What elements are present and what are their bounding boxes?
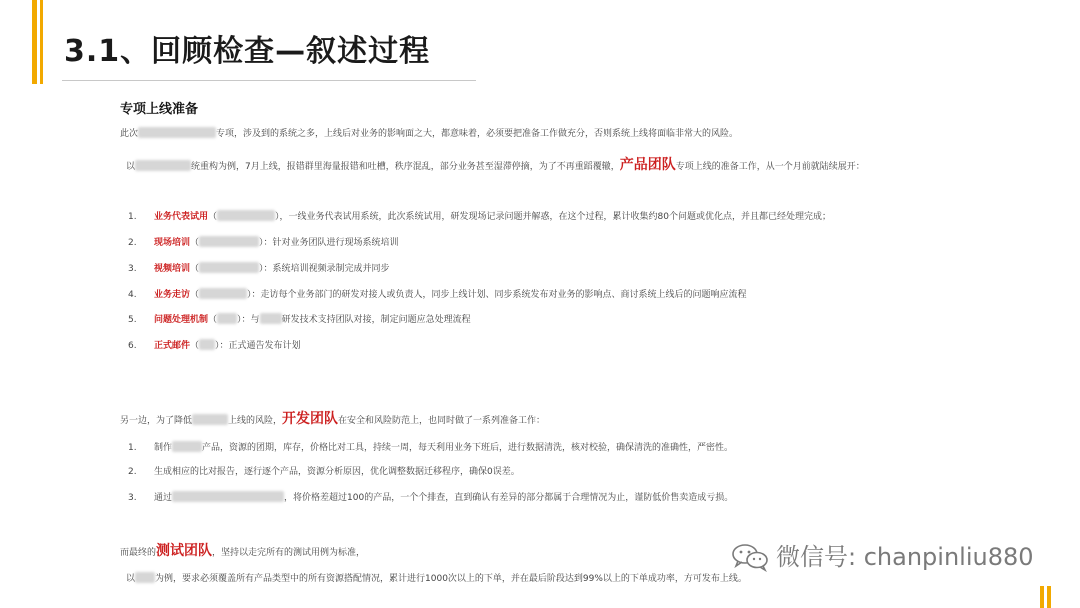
redacted-block (172, 491, 284, 502)
list-number: 1. (128, 212, 137, 222)
para-text: 统重构为例，7月上线，报错群里海量报错和吐槽，秩序混乱，部分业务甚至湿滞停摘，为了不再重蹈覆辙， (191, 162, 620, 172)
list-item (128, 210, 831, 223)
redacted-block (260, 313, 282, 324)
list-item (128, 313, 471, 326)
redacted-block (217, 313, 237, 324)
list-text: 生成相应的比对报告，逐行逐个产品，资源分析原因，优化调整数据迁移程序，确保0误差。 (154, 467, 520, 477)
list-text: ：走访每个业务部门的研发对接人或负责人，同步上线计划、同步系统发布对业务的影响点、商讨系统上线后的问题响应流程 (251, 290, 747, 300)
redacted-block (192, 414, 228, 425)
list-label: 业务代表试用 (154, 212, 209, 222)
list-number: 3. (128, 264, 137, 274)
paragraph-dev-team (120, 411, 545, 429)
wechat-watermark (730, 540, 1034, 574)
paren: （ (208, 315, 218, 325)
paragraph-intro (120, 127, 738, 140)
list-label: 正式邮件 (154, 341, 191, 351)
title-divider (62, 80, 476, 81)
list-label: 视频培训 (154, 264, 191, 274)
list-label: 业务走访 (154, 290, 191, 300)
redacted-block (199, 236, 259, 247)
list-item (128, 441, 733, 454)
paren: ） (237, 315, 242, 325)
list-item (128, 491, 733, 504)
page-title: 3.1、回顾检查—叙述过程 (64, 34, 431, 69)
redacted-block (138, 127, 216, 138)
paren: （ (190, 290, 200, 300)
para-text: 专项上线的准备工作，从一个月前就陆续展开： (675, 162, 865, 172)
paragraph-test-standard (126, 572, 747, 585)
paren: ）， (275, 212, 289, 222)
title-accent-bar (32, 0, 37, 84)
watermark-text: 微信号: chanpinliu880 (776, 543, 1034, 571)
redacted-block (217, 210, 275, 221)
redacted-block (199, 262, 259, 273)
section-heading: 专项上线准备 (120, 102, 199, 117)
list-item (128, 236, 399, 249)
list-number: 6. (128, 341, 137, 351)
list-label: 现场培训 (154, 238, 191, 248)
para-text: ，坚持以走完所有的测试用例为标准， (212, 548, 366, 558)
highlight-dev-team: 开发团队 (282, 411, 339, 427)
para-text: 另一边，为了降低 (120, 416, 193, 426)
highlight-test-team: 测试团队 (156, 543, 213, 559)
paren: （ (190, 264, 200, 274)
redacted-block (199, 339, 215, 350)
paren: ） (259, 264, 264, 274)
paren: ） (215, 341, 220, 351)
list-text: 通过 (154, 493, 173, 503)
para-text: 专项，涉及到的系统之多，上线后对业务的影响面之大，都意味着，必须要把准备工作做充分，否则系统上线将面临非常大的风险。 (216, 129, 739, 139)
paren: （ (190, 341, 200, 351)
para-text: 在安全和风险防范上，也同时做了一系列准备工作： (338, 416, 546, 426)
paragraph-context (126, 157, 865, 175)
paren: （ (208, 212, 218, 222)
corner-accent-bar (1040, 586, 1044, 608)
para-text: 以 (126, 162, 136, 172)
list-item (128, 339, 301, 352)
paren: （ (190, 238, 200, 248)
list-text: ，将价格差超过100的产品，一个个排查，直到确认有差异的部分都属于合理情况为止，谨防低价售卖造成亏损。 (284, 493, 734, 503)
list-text: 制作 (154, 443, 173, 453)
list-number: 4. (128, 290, 137, 300)
list-number: 1. (128, 443, 137, 453)
list-text: 产品，资源的团期，库存，价格比对工具，持续一周，每天利用业务下班后，进行数据清洗，核对校验，确保清洗的准确性，严密性。 (202, 443, 734, 453)
list-text: ：系统培训视频录制完成并同步 (263, 264, 390, 274)
list-text: ：正式通告发布计划 (219, 341, 301, 351)
highlight-product-team: 产品团队 (619, 157, 676, 173)
paren: ） (247, 290, 252, 300)
para-text: 而最终的 (120, 548, 157, 558)
list-number: 3. (128, 493, 137, 503)
para-text: 为例，要求必须覆盖所有产品类型中的所有资源搭配情况，累计进行1000次以上的下单，并在最后阶段达到99%以上的下单成功率，方可发布上线。 (155, 574, 747, 584)
corner-accent-bar (1047, 586, 1051, 608)
list-number: 5. (128, 315, 137, 325)
redacted-block (135, 160, 191, 171)
paragraph-test-team (120, 543, 365, 561)
list-number: 2. (128, 467, 137, 477)
list-label: 问题处理机制 (154, 315, 209, 325)
redacted-block (135, 572, 155, 583)
wechat-icon (730, 542, 770, 572)
list-number: 2. (128, 238, 137, 248)
list-item (128, 262, 390, 275)
redacted-block (199, 288, 247, 299)
para-text: 以 (126, 574, 136, 584)
list-item (128, 288, 747, 301)
list-text: 研发技术支持团队对接，制定问题应急处理流程 (281, 315, 471, 325)
paren: ） (259, 238, 264, 248)
para-text: 上线的风险， (228, 416, 283, 426)
title-accent-bar-thin (40, 0, 43, 84)
para-text: 此次 (120, 129, 139, 139)
list-text: ：针对业务团队进行现场系统培训 (263, 238, 399, 248)
list-text: ：与 (241, 315, 260, 325)
redacted-block (172, 441, 202, 452)
list-item (128, 466, 520, 478)
list-text: 一线业务代表试用系统，此次系统试用，研发现场记录问题并解惑，在这个过程，累计收集约80个问题或优化点，并且都已经处理完成； (288, 212, 832, 222)
